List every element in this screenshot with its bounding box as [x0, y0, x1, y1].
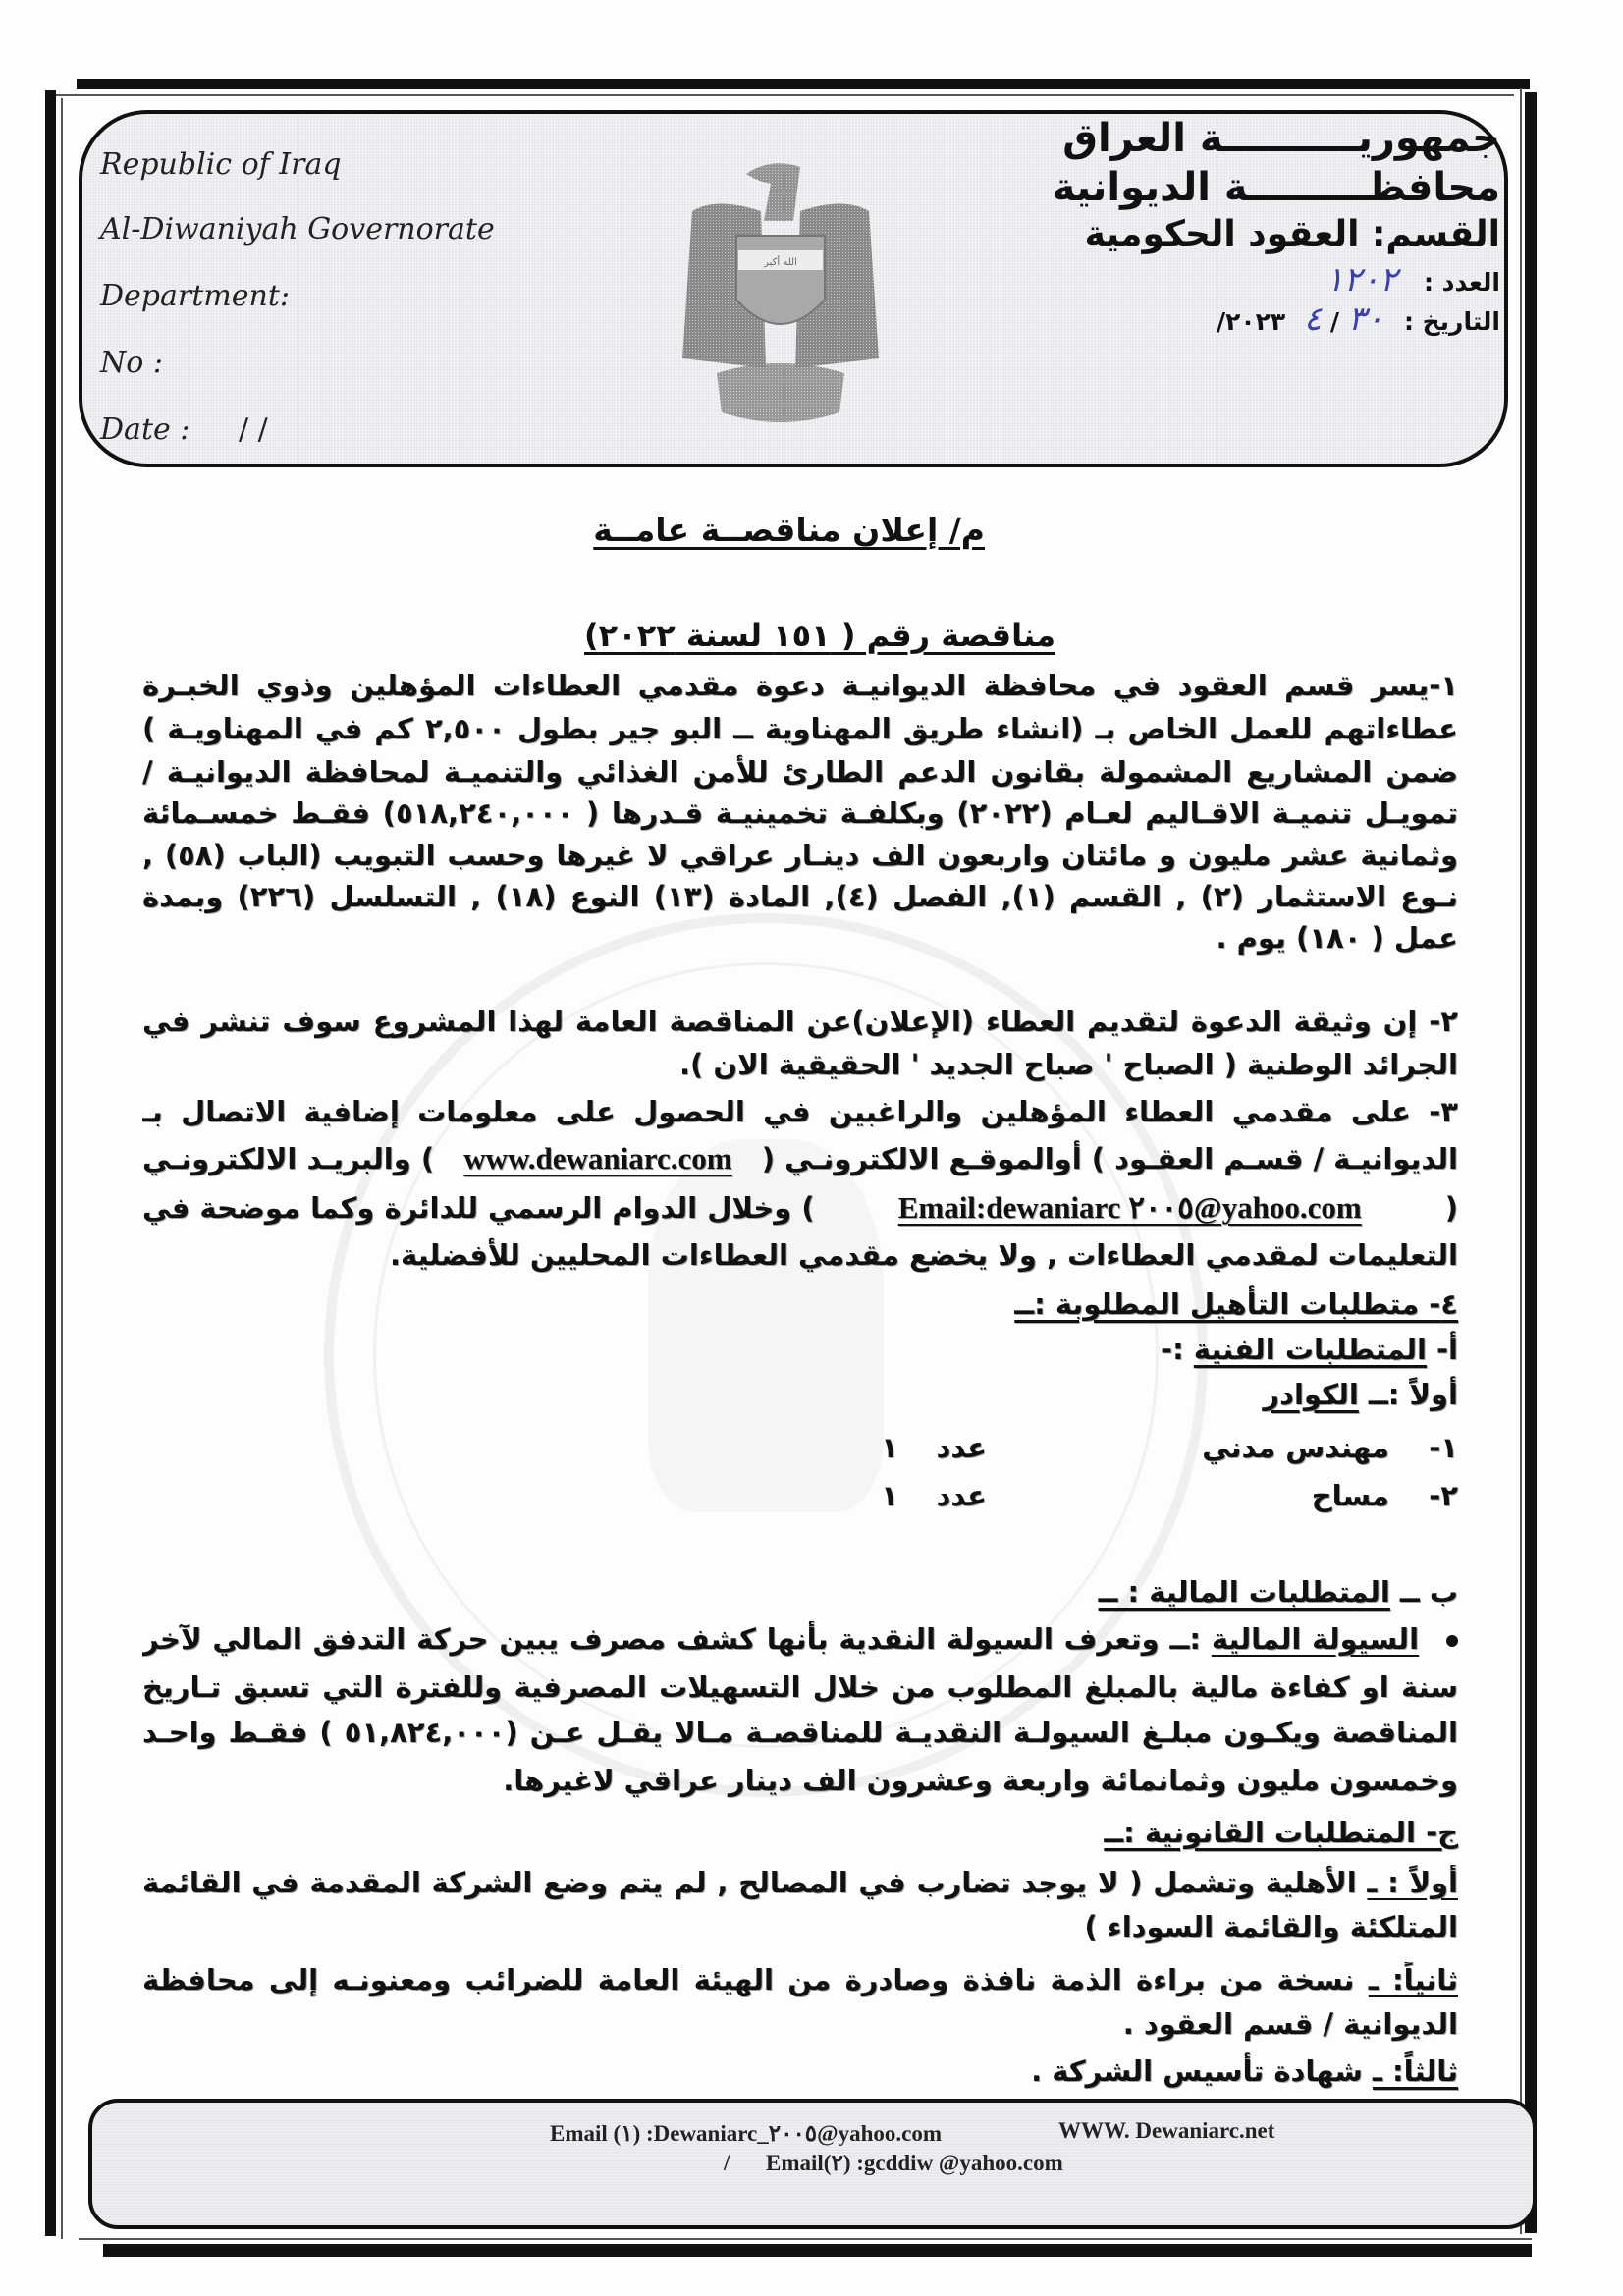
s4-first-heading [142, 1377, 1458, 1412]
footer-website[interactable]: WWW. Dewaniarc.net [1058, 2118, 1275, 2143]
ar-date-sep: / [1322, 307, 1339, 336]
en-republic: Republic of Iraq [100, 147, 342, 182]
en-date-slashes: / / [238, 412, 268, 447]
legal-label: ثانياً: ـ [1368, 1963, 1458, 1996]
s4-heading [142, 1286, 1458, 1322]
legal-text: الأهلية وتشمل ( لا يوجد تضارب في المصالح , لم يتم وضع الشركة المقدمة في القائمة [142, 1866, 1368, 1899]
frame-left-line [61, 98, 63, 2239]
p3-text: ) وخلال الدوام الرسمي للدائرة وكما موضحة في [142, 1191, 815, 1225]
footer-email-1[interactable]: Email (١) :Dewaniarc_٢٠٠٥@yahoo.com [550, 2121, 942, 2146]
frame-top-line [51, 94, 1514, 96]
ar-date-day: ٣٠ [1347, 300, 1384, 339]
s4-b-heading-text: المتطلبات المالية : ــ [1098, 1575, 1390, 1609]
ar-number-row [1325, 260, 1500, 300]
ar-number-label: العدد : [1423, 268, 1500, 297]
legal-text: شهادة تأسيس الشركة . [1031, 2054, 1373, 2088]
ar-governorate: محافظـــــــــة الديوانية [1052, 165, 1500, 210]
legal-line: المتلكئة والقائمة السوداء ) [1084, 1910, 1458, 1943]
frame-bottom-line [79, 2238, 1532, 2240]
announcement-title: م/ إعلان مناقصــة عامــة [593, 511, 985, 549]
s4-b-heading [142, 1574, 1458, 1610]
s4-first-heading-text: الكوادر [1263, 1378, 1359, 1411]
staff-num: ١- [1429, 1431, 1458, 1464]
staff-count-label: عدد [936, 1431, 987, 1464]
liquidity-heading: السيولة المالية [1211, 1622, 1420, 1656]
liquidity-line: المناقصة ويكـون مبلـغ السيولـة النقديـة للمناقصـة مـالا يقـل عـن (٥١,٨٢٤,٠٠٠ ) فقـط واحـد [142, 1716, 1458, 1749]
ar-date-year: ٢٠٢٣/ [1216, 307, 1286, 336]
legal-line: الديوانية / قسم العقود . [1122, 2007, 1458, 2041]
s4-b-prefix: ب ــ [1389, 1575, 1458, 1609]
ar-date-row [1217, 300, 1500, 339]
ar-number-value: ١٢٠٢ [1325, 260, 1398, 300]
en-number-label: No : [100, 346, 163, 380]
footer-email-2[interactable]: Email(٢) :gcddiw @yahoo.com [766, 2151, 1063, 2175]
iraq-eagle-emblem-icon [677, 152, 884, 432]
p3-text: ) والبريـد الالكترونـي [142, 1142, 435, 1175]
p3-line-website [142, 1141, 1458, 1176]
p1-line: نـوع الاستثمار (٢) , القسم (١), الفصل (٤), المادة (١٣) النوع (١٨) , التسلسل (٢٢٦) وبمدة [142, 880, 1458, 913]
en-department-label: Department: [100, 279, 290, 313]
staff-role: مساح [1311, 1479, 1389, 1512]
frame-bottom-bar [103, 2244, 1532, 2257]
s4-a-heading [142, 1332, 1458, 1367]
ar-date-month: ٤ [1303, 300, 1323, 339]
p3-line-email [142, 1190, 1458, 1226]
liquidity-line [142, 1621, 1458, 1657]
p2-line: ٢- إن وثيقة الدعوة لتقديم العطاء (الإعلان)عن المناقصة العامة لهذا المشروع سوف تنشر في [142, 1005, 1458, 1038]
bullet-icon [1446, 1635, 1458, 1647]
eagle-banner-text: الله أكبر [764, 257, 797, 268]
legal-line [142, 2053, 1458, 2089]
p3-paren: ( [1444, 1191, 1458, 1225]
en-governorate: Al-Diwaniyah Governorate [100, 212, 495, 246]
p1-line: وثمانية عشر مليون و مائتان واربعون الف دينـار عراقي لا غيرها وحسب التبويب (الباب (٥٨) , [142, 839, 1458, 872]
en-date-label [100, 412, 268, 447]
staff-row [142, 1478, 1458, 1513]
p2-line: الجرائد الوطنية ( الصباح ' صباح الجديد ' الحقيقية الان ). [678, 1048, 1458, 1081]
legal-text: نسخة من براءة الذمة نافذة وصادرة من الهيئة العامة للضرائب ومعنونـه إلى محافظة [142, 1963, 1369, 1996]
s4-c-heading [142, 1815, 1458, 1850]
p1-line: عطاءاتهم للعمل الخاص بـ (انشاء طريق المهناوية ــ البو جير بطول ٢,٥٠٠ كم في المهناويـة ) [142, 712, 1458, 745]
liquidity-line: وخمسون مليون وثمانمائة واربعة وعشرون الف دينار عراقي لاغيرها. [503, 1764, 1458, 1797]
ar-republic: جمهوريــــــــــة العراق [1062, 116, 1500, 161]
liquidity-text: :ــ وتعرف السيولة النقدية بأنها كشف مصرف يبين حركة التدفق المالي لآخر [142, 1622, 1212, 1656]
en-date-text: Date : [100, 412, 190, 447]
tender-number: مناقصة رقم ( ١٥١ لسنة ٢٠٢٢) [584, 617, 1055, 654]
frame-right-line [1520, 88, 1522, 2234]
s4-heading-text: ٤- متطلبات التأهيل المطلوبة :ــ [1014, 1287, 1458, 1321]
frame-left-bar [45, 90, 56, 2236]
staff-role: مهندس مدني [1202, 1431, 1389, 1464]
p3-text: الديوانيـة / قسـم العقـود ) أوالموقـع الالكترونـي ( [761, 1142, 1458, 1175]
ar-date-label: التاريخ : [1403, 307, 1500, 336]
frame-top-bar [77, 79, 1530, 89]
p1-line: تمويـل تنميـة الاقـاليم لعـام (٢٠٢٢) وبكلفـة تخمينيـة قـدرها ( ٥١٨,٢٤٠,٠٠٠) فقـط خمسـمائة [142, 796, 1458, 830]
staff-row [142, 1430, 1458, 1465]
staff-num: ٢- [1429, 1479, 1458, 1512]
email-link[interactable]: Email:dewaniarc ٢٠٠٥@yahoo.com [897, 1190, 1362, 1225]
liquidity-line: سنة او كفاءة مالية بالمبلغ المطلوب من خلال التسهيلات المصرفية وللفترة التي تسبق تـاريخ [142, 1670, 1458, 1704]
footer-slash: / [724, 2151, 730, 2175]
legal-label: ثالثاً: ـ [1373, 2054, 1458, 2088]
s4-a-prefix: أ- [1426, 1333, 1458, 1366]
legal-line [142, 1865, 1458, 1900]
legal-line [142, 1962, 1458, 1997]
eagle-shield [736, 236, 825, 324]
staff-count: ١ [881, 1479, 898, 1512]
staff-count-label: عدد [936, 1479, 987, 1512]
p3-line: ٣- على مقدمي العطاء المؤهلين والراغبين في الحصول على معلومات إضافية الاتصال بـ [142, 1095, 1458, 1128]
p1-line: ١-يسر قسم العقود في محافظة الديوانيـة دعوة مقدمي العطاءات المؤهلين وذوي الخبـرة [142, 669, 1458, 702]
staff-count: ١ [881, 1431, 898, 1464]
s4-first-prefix: أولاً :ــ [1358, 1378, 1458, 1411]
legal-label: أولاً : ـ [1367, 1866, 1458, 1899]
p1-line: عمل ( ١٨٠) يوم . [1216, 921, 1458, 955]
s4-a-suffix: :- [1161, 1333, 1194, 1366]
ar-department: القسم: العقود الحكومية [1084, 214, 1500, 254]
website-link[interactable]: www.dewaniarc.com [463, 1141, 732, 1175]
p1-line: ضمن المشاريع المشمولة بقانون الدعم الطارئ للأمن الغذائي والتنميـة لمحافظة الديوانيـة / [142, 755, 1458, 789]
eagle-base [717, 363, 844, 422]
p3-line: التعليمات لمقدمي العطاءات , ولا يخضع مقدمي العطاءات المحليين للأفضلية. [389, 1238, 1458, 1272]
s4-c-heading-text: ج- المتطلبات القانونية :ــ [1104, 1816, 1458, 1849]
frame-right-bar [1525, 92, 1537, 2233]
s4-a-heading-text: المتطلبات الفنية [1193, 1333, 1427, 1366]
